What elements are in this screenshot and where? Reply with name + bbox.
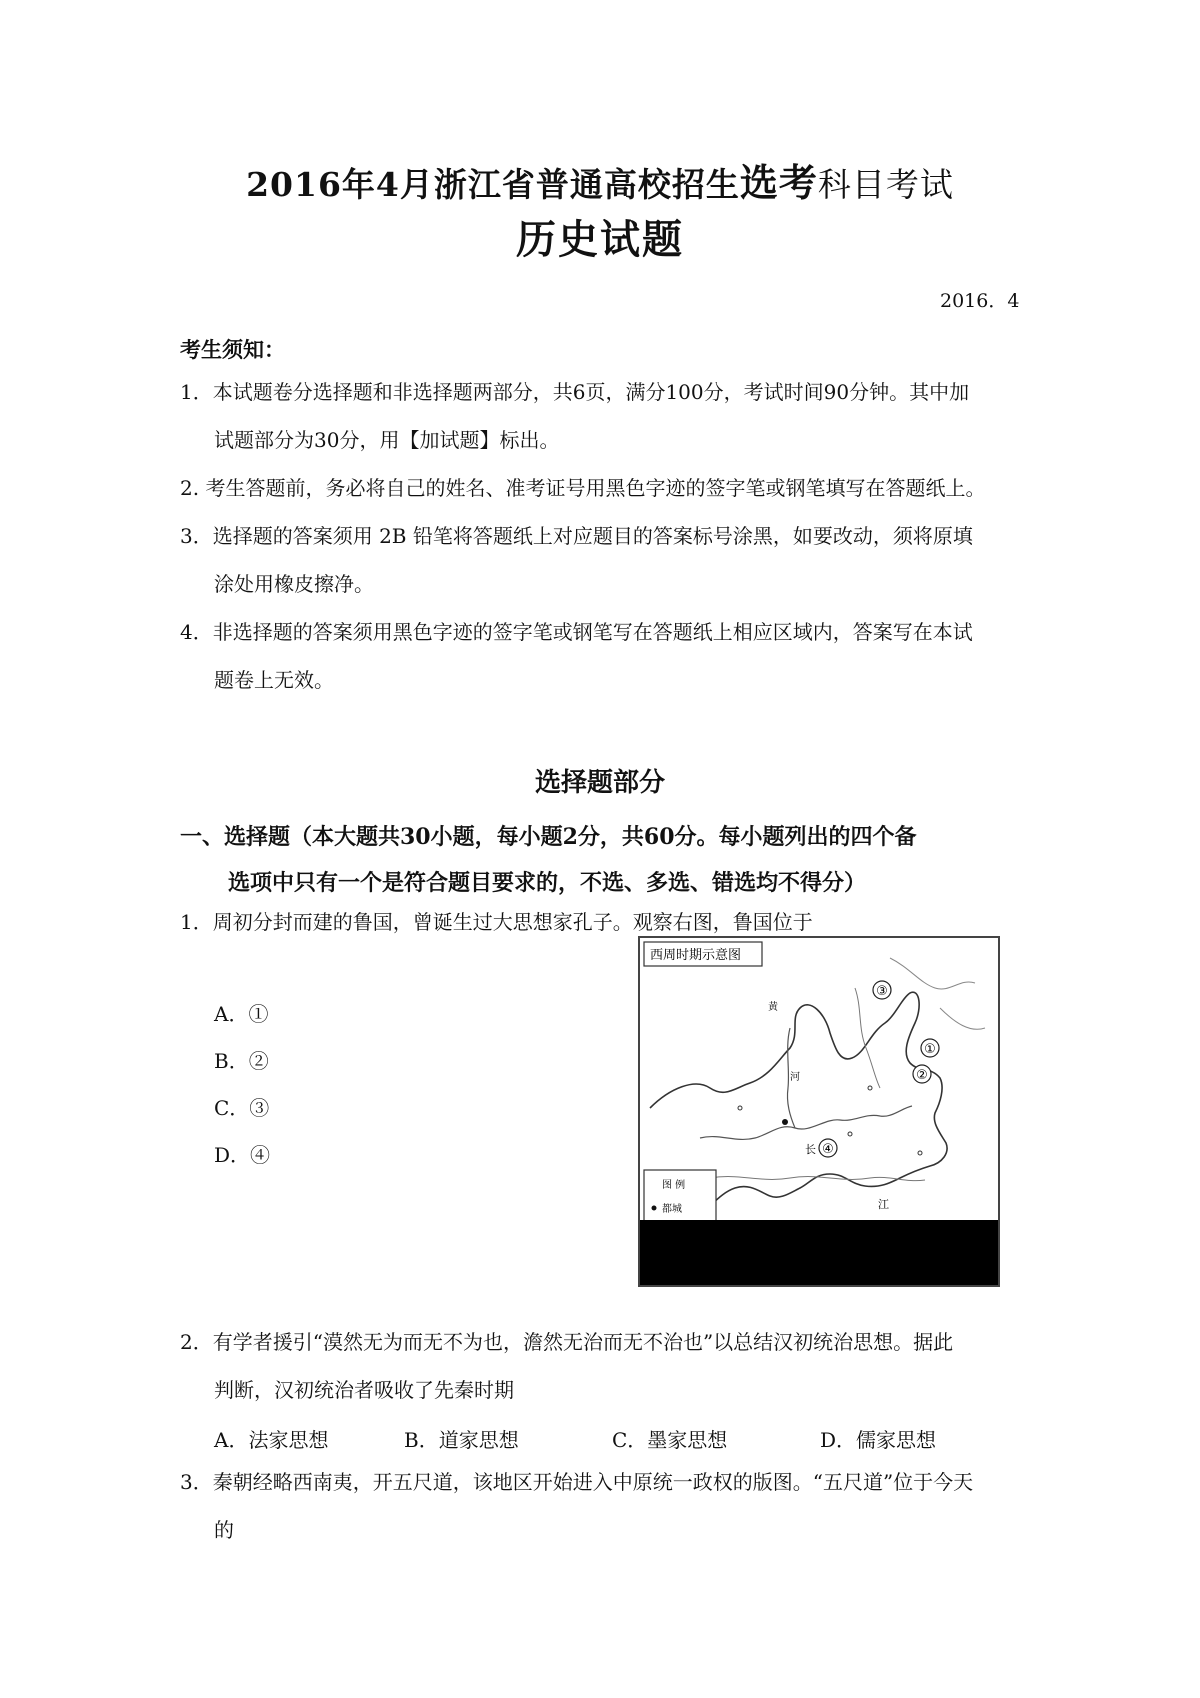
notice-line: 涂处用橡皮擦净。 [214,572,374,596]
river-line [940,1008,985,1029]
exam-subtitle: 历史试题 [516,216,684,263]
city-dot [918,1151,922,1155]
notice-line: 2. 考生答题前，务必将自己的姓名、准考证号用黑色字迹的签字笔或钢笔填写在答题纸上。 [180,476,986,500]
city-dot [738,1106,742,1110]
notice-line: 1．本试题卷分选择题和非选择题两部分，共6页，满分100分，考试时间90分钟。其中加 [180,380,970,404]
notice-heading: 考生须知： [180,337,285,362]
question-1-option-b: B．② [214,1049,269,1073]
question-2-option-c: C．墨家思想 [612,1428,728,1452]
map-legend-title: 图 例 [662,1180,686,1191]
question-3-stem-line2: 的 [214,1518,234,1542]
exam-date: 2016．4 [940,290,1020,312]
section-title: 选择题部分 [534,768,665,798]
exam-title-part2: 选考 [739,160,818,205]
western-zhou-map [638,936,1000,1287]
city-dot [848,1132,852,1136]
marker-3-label: ③ [876,984,888,999]
river-line [855,988,880,1088]
question-2-option-d: D．儒家思想 [820,1428,937,1452]
exam-title-part3: 科目考试 [817,165,954,204]
question-1-option-a: A．① [214,1002,269,1026]
map-legend-item: 都城 [662,1204,682,1215]
part-instructions-line1: 一、选择题（本大题共30小题，每小题2分，共60分。每小题列出的四个备 [180,824,917,850]
map-label-he: 河 [790,1072,800,1083]
question-2-stem-line1: 2．有学者援引“漠然无为而无不为也，澹然无治而无不治也”以总结汉初统治思想。据此 [180,1330,954,1354]
question-1-option-d: D．④ [214,1143,271,1167]
river-line [890,958,975,989]
exam-title-part1: 2016年4月浙江省普通高校招生 [246,165,740,204]
redaction-block [640,1220,998,1285]
exam-title [0,152,1200,207]
part-instructions-line2: 选项中只有一个是符合题目要求的，不选、多选、错选均不得分） [228,870,867,896]
map-legend-dot [652,1206,657,1211]
question-1-option-c: C．③ [214,1096,270,1120]
question-3-stem-line1: 3．秦朝经略西南夷，开五尺道，该地区开始进入中原统一政权的版图。“五尺道”位于今天 [180,1470,974,1494]
marker-4-label: ④ [822,1142,834,1157]
notice-line: 题卷上无效。 [214,668,334,692]
question-2-stem-line2: 判断，汉初统治者吸收了先秦时期 [214,1378,514,1402]
question-2-option-a: A．法家思想 [214,1428,329,1452]
city-dot [868,1086,872,1090]
map-drawing [640,938,998,1285]
notice-line: 4．非选择题的答案须用黑色字迹的签字笔或钢笔写在答题纸上相应区域内，答案写在本试 [180,620,973,644]
river-line [700,1106,912,1139]
notice-line: 3．选择题的答案须用 2B 铅笔将答题纸上对应题目的答案标号涂黑，如要改动，须将原填 [180,524,973,548]
capital-dot [782,1119,788,1125]
notice-line: 试题部分为30分，用【加试题】标出。 [214,428,560,452]
marker-1-label: ① [924,1042,936,1057]
question-1-stem: 1．周初分封而建的鲁国，曾诞生过大思想家孔子。观察右图，鲁国位于 [180,910,813,934]
map-label-jiang: 江 [878,1198,889,1211]
question-2-option-b: B．道家思想 [404,1428,519,1452]
map-title: 西周时期示意图 [650,948,742,963]
map-label-huang: 黄 [768,1002,778,1013]
marker-2-label: ② [916,1068,928,1083]
river-line [710,1177,925,1181]
map-label-chang: 长 [805,1143,816,1156]
